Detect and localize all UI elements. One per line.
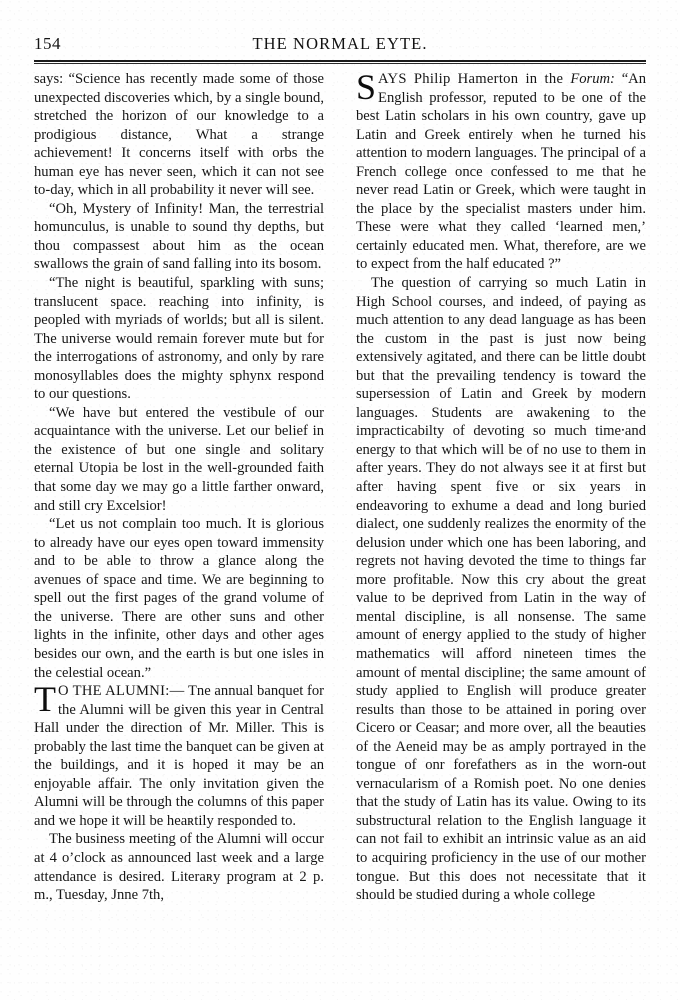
- alumni-body-text: Tne annual banquet for the Alumni will be given this year in Central Hall under the direction of Mr. Miller. This is probably the last time the banquet can be given at the buildings, and it is hoped it may be an enjoyable affair. The only invitation given the Alumni will be through the columns of this paper and we hope it will be heaʀtily responded to.: [34, 683, 324, 829]
- alumni-heading-leadin: O THE ALUMNI:—: [58, 683, 185, 700]
- paragraph-vestibule: “We have but entered the vestibule of our acquaintance with the universe. Let our belief in the existence of but one single and solitary eternal Utopia be lost in the well-grounded faith that some day we may go a little farther onward, and still cry Excelsior!: [34, 404, 324, 514]
- header-rule-thick: [34, 60, 646, 62]
- header-rule-thin: [34, 63, 646, 64]
- paragraph-business-meeting: The business meeting of the Alumni will occur at 4 o’clock as announced last week and a large attendance is desired. Literaʀy program at 2 p. m., Tuesday, Jnne 7th,: [34, 831, 324, 904]
- dropcap-letter-t: T: [34, 679, 56, 720]
- hamerton-leadin: AYS Philip Hamerton in the: [378, 71, 571, 87]
- publication-title: THE NORMAL EYTE.: [252, 34, 428, 53]
- right-column: [356, 67, 647, 985]
- running-head: [34, 34, 646, 60]
- paragraph-mystery-of-infinity: “Oh, Mystery of Infinity! Man, the terrestrial homunculus, is unable to sound thy depths, but thou compassest about him as the ocean swallows the grain of sand falling into its bosom.: [34, 200, 324, 273]
- paragraph-to-the-alumni: [34, 679, 324, 830]
- publication-name-forum: Forum:: [570, 71, 615, 87]
- paragraph-says-philip-hamerton: [356, 67, 647, 274]
- paragraph-science-quote: says: “Science has recently made some of those unexpected discoveries which, by a single bound, stretched the horizon of our knowledge to a prodigious distance, What a strange achievement! It concerns itself with orbs the human eye has never seen, which it can not see to-day, which in all probability it never will see.: [34, 71, 324, 199]
- paragraph-night-is-beautiful: “The night is beautiful, sparkling with suns; translucent space. reaching into infinity, is peopled with myriads of worlds; but all is silent. The universe would remain forever mute but for the interrogations of astronomy, and only by rare monosyllables does the mighty sphynx respond to our questions.: [34, 275, 324, 403]
- hamerton-body-text: “An English professor, reputed to be one of the best Latin scholars in his own country, gave up Latin and Greek entirely when he turned his attention to modern languages. The principal of a French college once confessed to me that he never read Latin or Greek, which were taught in the place by the specialist masters under him. These were what they called ‘learned men,’ certainly educated men. What, therefore, are we to expect from the half educated ?”: [356, 71, 647, 273]
- paragraph-let-us-not-complain: “Let us not complain too much. It is glorious to already have our eyes open toward immensity and to be able to throw a glance along the avenues of space and time. We are beginning to spell out the first pages of the grand volume of the universe. There are other suns and other lights in the infinite, other days and other ages besides our own, and the earth is but one isles in the celestial ocean.”: [34, 516, 324, 681]
- column-container: [34, 67, 647, 985]
- page-number: 154: [34, 34, 61, 53]
- paragraph-question-of-latin: The question of carrying so much Latin in High School courses, and indeed, of paying as much attention to any dead language as has been the custom in the past is just now being extensively agitated, and there can be little doubt but that the prevailing tendency is toward the supersession of Latin and Greek by modern languages. Students are awakening to the impracticabilty of devoting so much time⸱and energy to that which will be of no use to them in after years. They do not always see it at first but after having spent five or six years in endeavoring to exhume a dead and long buried dialect, one suddenly realizes the enormity of the delusion under which one has been laboring, and regrets not having devoted the time to things far more profitable. Now this cry about the great value to be deprived from Latin in the way of mental discipline, is all nonsense. The same amount of energy applied to the study of higher mathematics will afford nineteen times the amount of mental discipline; the same amount of study applied to English will produce greater results than those to be attained in poring over Cicero or Ceasar; and more over, all the beauties of the Aeneid may be as amply portrayed in the tongue of onr forefathers as in the worn-out vernacularism of a Romish poet. No one denies that the study of Latin has its value. Owing to its substructural relation to the English language it can not fail to exhibit an intrinsic value as an aid to acquiring proficiency in the use of our mother tongue. But this does not necessitate that it should be studied during a whole college: [356, 275, 646, 904]
- left-column: [34, 70, 324, 985]
- header-rule: [34, 60, 646, 64]
- dropcap-letter-s: S: [356, 67, 377, 107]
